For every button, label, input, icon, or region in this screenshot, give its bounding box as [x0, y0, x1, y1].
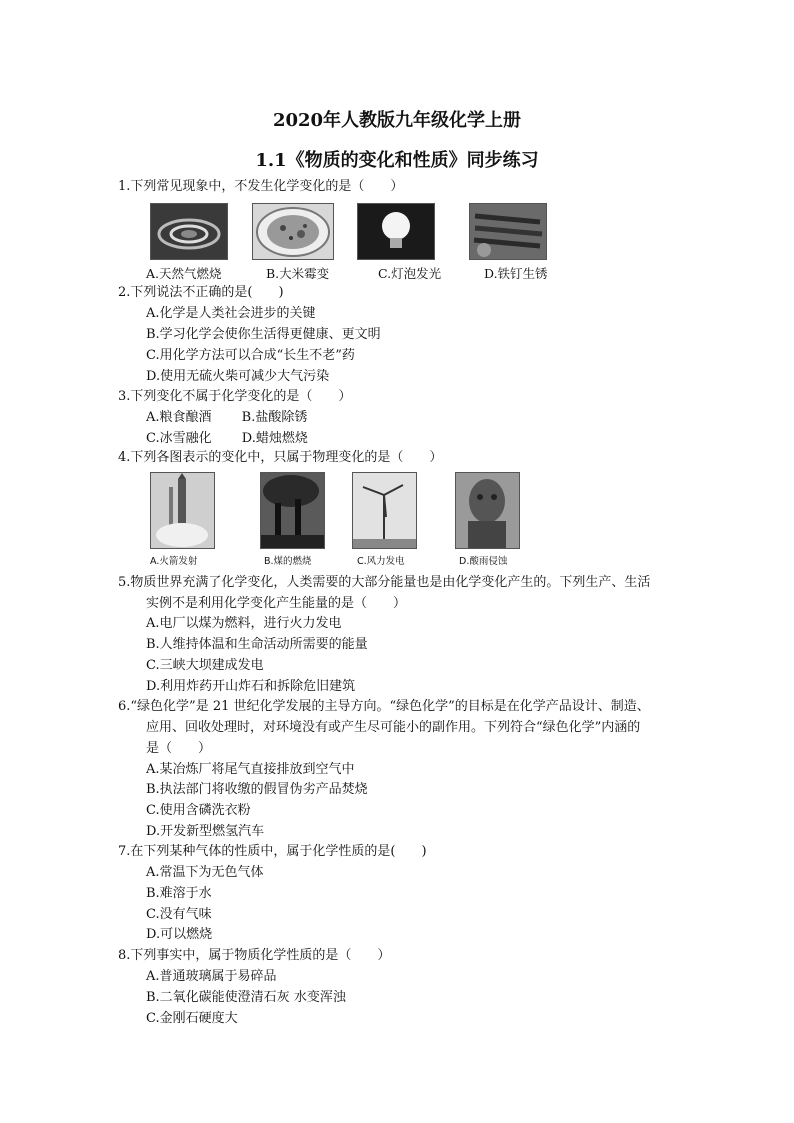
q8-option-a: A.普通玻璃属于易碎品 — [146, 969, 277, 984]
q4-caption-c: C.风力发电 — [357, 556, 405, 567]
q1-stem: 1.下列常见现象中，不发生化学变化的是（ ） — [118, 179, 404, 194]
q6-stem-line3: 是（ ） — [146, 741, 212, 756]
q1-caption-d: D.铁钉生锈 — [484, 266, 548, 281]
wind-turbine-photo — [352, 472, 417, 549]
q6-stem-line2: 应用、回收处理时，对环境没有或产生尽可能小的副作用。下列符合“绿色化学”内涵的 — [146, 720, 641, 735]
q6-option-d: D.开发新型燃氢汽车 — [146, 824, 265, 839]
q2-stem: 2.下列说法不正确的是( ) — [118, 285, 284, 300]
q4-caption-b: B.煤的燃烧 — [264, 556, 312, 567]
q5-option-b: B.人维持体温和生命活动所需要的能量 — [146, 637, 368, 652]
moldy-rice-photo — [252, 203, 334, 260]
q6-option-b: B.执法部门将收缴的假冒伪劣产品焚烧 — [146, 782, 368, 797]
q3-stem: 3.下列变化不属于化学变化的是（ ） — [118, 389, 352, 404]
q4-caption-d: D.酸雨侵蚀 — [459, 556, 508, 567]
q1-caption-b: B.大米霉变 — [266, 266, 330, 281]
q4-caption-a: A.火箭发射 — [150, 556, 198, 567]
q5-option-c: C.三峡大坝建成发电 — [146, 658, 264, 673]
q2-option-c: C.用化学方法可以合成“长生不老”药 — [146, 348, 355, 363]
q5-stem-line1: 5.物质世界充满了化学变化，人类需要的大部分能量也是由化学变化产生的。下列生产、生活 — [118, 575, 651, 590]
q2-option-b: B.学习化学会使你生活得更健康、更文明 — [146, 327, 381, 342]
q2-option-a: A.化学是人类社会进步的关键 — [146, 306, 316, 321]
q7-option-a: A.常温下为无色气体 — [146, 865, 264, 880]
rusty-nails-photo — [469, 203, 547, 260]
q7-stem: 7.在下列某种气体的性质中，属于化学性质的是( ) — [118, 844, 427, 859]
q7-option-b: B.难溶于水 — [146, 886, 212, 901]
q7-option-d: D.可以燃烧 — [146, 927, 213, 942]
gas-flame-photo — [150, 203, 228, 260]
q5-option-d: D.利用炸药开山炸石和拆除危旧建筑 — [146, 679, 356, 694]
q2-option-d: D.使用无硫火柴可减少大气污染 — [146, 369, 330, 384]
document-subtitle: 1.1《物质的变化和性质》同步练习 — [255, 150, 539, 171]
rocket-launch-photo — [150, 472, 215, 549]
q6-option-a: A.某冶炼厂将尾气直接排放到空气中 — [146, 762, 355, 777]
q3-options-row1: A.粮食酿酒 B.盐酸除锈 — [146, 410, 308, 425]
acid-rain-statue-photo — [455, 472, 520, 549]
q1-caption-c: C.灯泡发光 — [378, 266, 442, 281]
q5-option-a: A.电厂以煤为燃料，进行火力发电 — [146, 616, 342, 631]
light-bulb-photo — [357, 203, 435, 260]
q5-stem-line2: 实例不是利用化学变化产生能量的是（ ） — [146, 596, 407, 611]
q4-stem: 4.下列各图表示的变化中，只属于物理变化的是（ ） — [118, 450, 443, 465]
q6-stem-line1: 6.“绿色化学”是 21 世纪化学发展的主导方向。“绿色化学”的目标是在化学产品设计、制造、 — [118, 699, 650, 714]
q8-option-b: B.二氧化碳能使澄清石灰 水变浑浊 — [146, 990, 346, 1005]
q8-stem: 8.下列事实中，属于物质化学性质的是（ ） — [118, 948, 391, 963]
q1-caption-a: A.天然气燃烧 — [146, 266, 222, 281]
coal-burning-photo — [260, 472, 325, 549]
q6-option-c: C.使用含磷洗衣粉 — [146, 803, 251, 818]
document-title: 2020年人教版九年级化学上册 — [272, 110, 522, 131]
q8-option-c: C.金刚石硬度大 — [146, 1011, 238, 1026]
q3-options-row2: C.冰雪融化 D.蜡烛燃烧 — [146, 431, 308, 446]
q7-option-c: C.没有气味 — [146, 907, 212, 922]
